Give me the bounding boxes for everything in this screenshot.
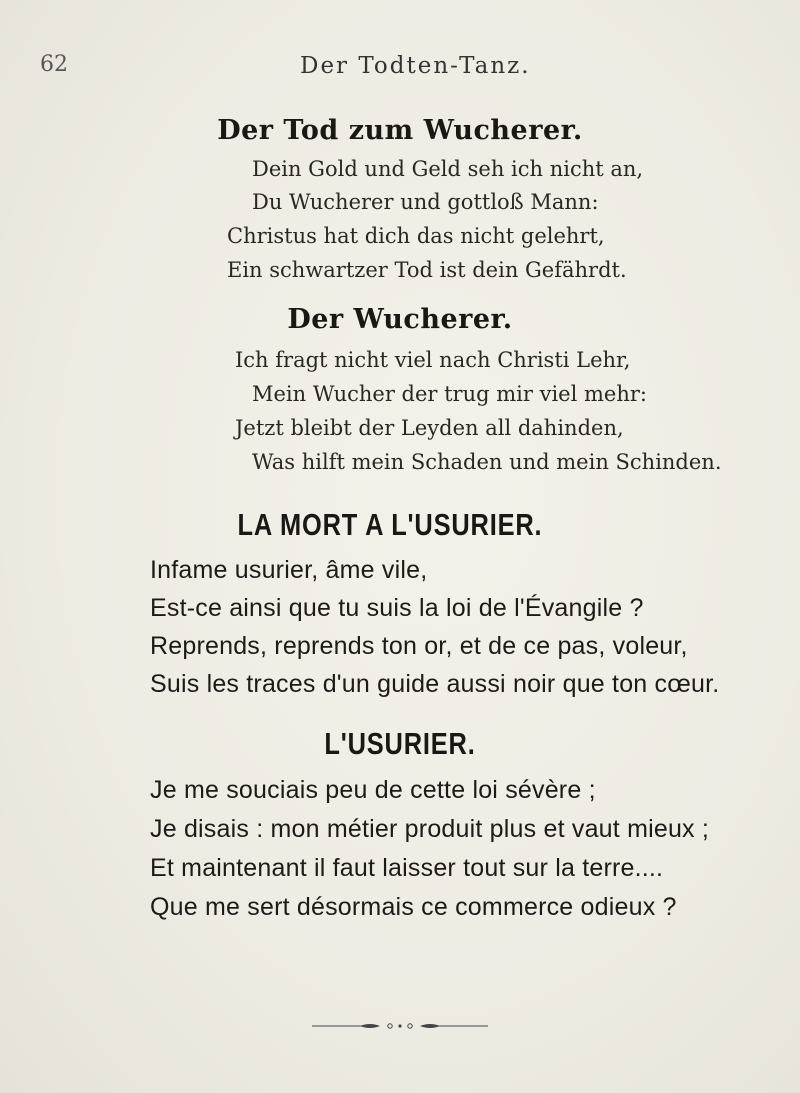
french-death-line-1: Infame usurier, âme vile, <box>150 556 428 584</box>
german-usurer-line-2: Mein Wucher der trug mir viel mehr: <box>252 382 647 406</box>
german-usurer-line-4: Was hilft mein Schaden und mein Schinden. <box>252 450 722 474</box>
german-death-line-1: Dein Gold und Geld seh ich nicht an, <box>252 157 644 181</box>
german-title-death: Der Tod zum Wucherer. <box>217 115 583 146</box>
german-death-line-3: Christus hat dich das nicht gelehrt, <box>227 224 605 248</box>
french-usurer-line-1: Je me souciais peu de cette loi sévère ; <box>150 776 596 804</box>
german-usurer-line-3: Jetzt bleibt der Leyden all dahinden, <box>235 416 624 440</box>
french-death-line-3: Reprends, reprends ton or, et de ce pas, voleur, <box>150 632 688 660</box>
french-title-usurer: L'USURIER. <box>324 726 476 761</box>
french-title-death: LA MORT A L'USURIER. <box>237 507 543 542</box>
french-usurer-line-3: Et maintenant il faut laisser tout sur la terre.... <box>150 854 664 882</box>
french-death-line-2: Est-ce ainsi que tu suis la loi de l'Évangile ? <box>150 594 644 622</box>
french-death-line-4: Suis les traces d'un guide aussi noir que ton cœur. <box>150 670 720 698</box>
running-head: Der Todten-Tanz. <box>300 53 531 79</box>
french-usurer-line-2: Je disais : mon métier produit plus et vaut mieux ; <box>150 815 710 843</box>
german-title-usurer: Der Wucherer. <box>287 304 513 335</box>
german-death-line-2: Du Wucherer und gottloß Mann: <box>252 190 599 214</box>
french-usurer-line-4: Que me sert désormais ce commerce odieux ? <box>150 893 677 921</box>
german-death-line-4: Ein schwartzer Tod ist dein Gefährdt. <box>227 258 627 282</box>
page-number: 62 <box>40 52 68 77</box>
flourish-rule-icon <box>310 1020 490 1032</box>
german-usurer-line-1: Ich fragt nicht viel nach Christi Lehr, <box>235 348 631 372</box>
